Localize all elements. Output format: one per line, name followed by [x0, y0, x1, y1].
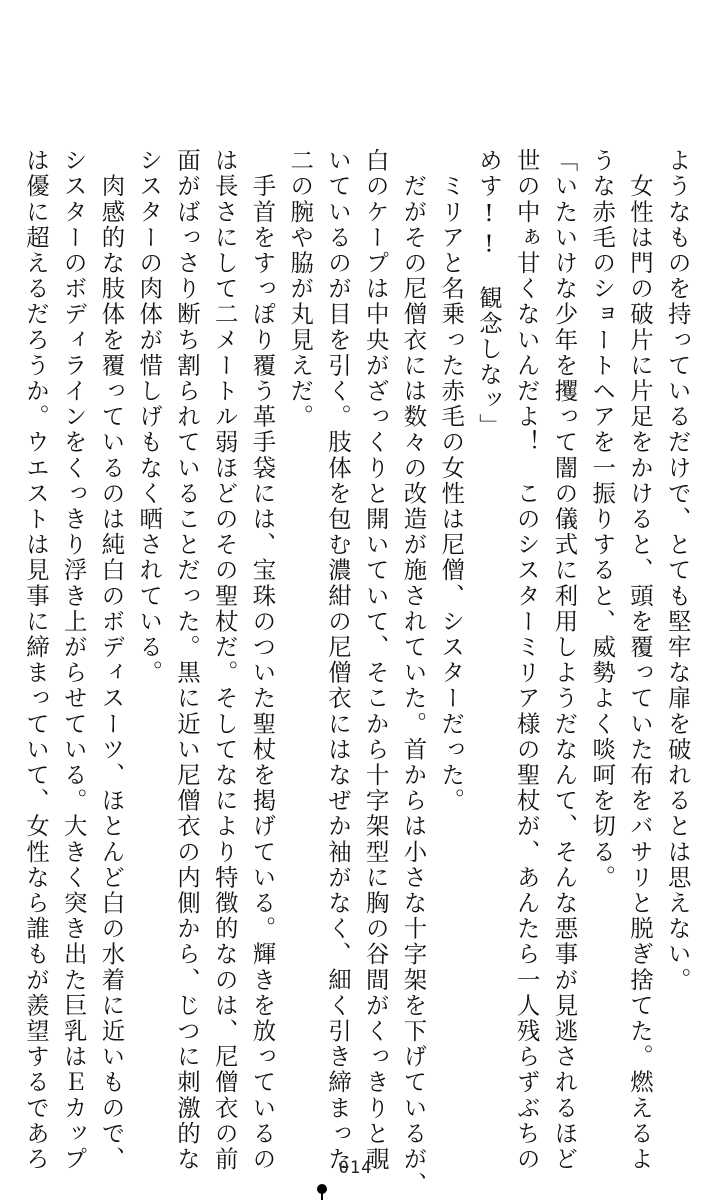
text-line: 「いたいけな少年を攫って闇の儀式に利用しようだなんて、そんな悪事が見逃されるほど — [550, 148, 579, 1172]
page-marker-stem — [321, 1192, 323, 1200]
text-line: シスターの肉体が惜しげもなく晒されている。 — [135, 148, 164, 686]
text-line: 世の中ぁ甘くないんだよ！ このシスターミリア様の聖杖が、あんたら一人残らずぶちの — [512, 148, 541, 1172]
text-line: だがその尼僧衣には数々の改造が施されていた。首からは小さな十字架を下げているが、 — [399, 148, 428, 1198]
text-line: シスターのボディラインをくっきり浮き上がらせている。大きく突き出た巨乳はＥカップ — [59, 148, 88, 1172]
text-line: 面がばっさり断ち割られていることだった。黒に近い尼僧衣の内側から、じつに刺激的な — [173, 148, 201, 1172]
text-line: 手首をすっぽり覆う革手袋には、宝珠のついた聖杖を掲げている。輝きを放っているの — [248, 148, 277, 1172]
text-line: ミリアと名乗った赤毛の女性は尼僧、シスターだった。 — [437, 148, 466, 814]
text-line: めす!! 観念しなッ」 — [475, 148, 503, 439]
page-number: 014 — [338, 1158, 373, 1178]
text-line: いているのが目を引く。肢体を包む濃紺の尼僧衣にはなぜか袖がなく、細く引き締まった — [324, 148, 352, 1172]
text-line: は優に超えるだろうか。ウエストは見事に締まっていて、女性なら誰もが羨望するであろ — [22, 148, 50, 1172]
text-line: 二の腕や脇が丸見えだ。 — [286, 148, 315, 430]
text-line: 肉感的な肢体を覆っているのは純白のボディスーツ、ほとんど白の水着に近いもので、 — [97, 148, 126, 1172]
text-line: うな赤毛のショートヘアを一振りすると、威勢よく啖呵を切る。 — [588, 148, 617, 891]
text-line: ようなものを持っているだけで、とても堅牢な扉を破れるとは思えない。 — [663, 148, 692, 993]
text-line: 女性は門の破片に片足をかけると、頭を覆っていた布をバサリと脱ぎ捨てた。燃えるよ — [626, 148, 654, 1172]
text-line: 白のケープは中央がざっくりと開いていて、そこから十字架型に胸の谷間がくっきりと覗 — [361, 148, 390, 1172]
text-line: は長さにして二メートル弱ほどのその聖杖だ。そしてなにより特徴的なのは、尼僧衣の前 — [210, 148, 239, 1172]
